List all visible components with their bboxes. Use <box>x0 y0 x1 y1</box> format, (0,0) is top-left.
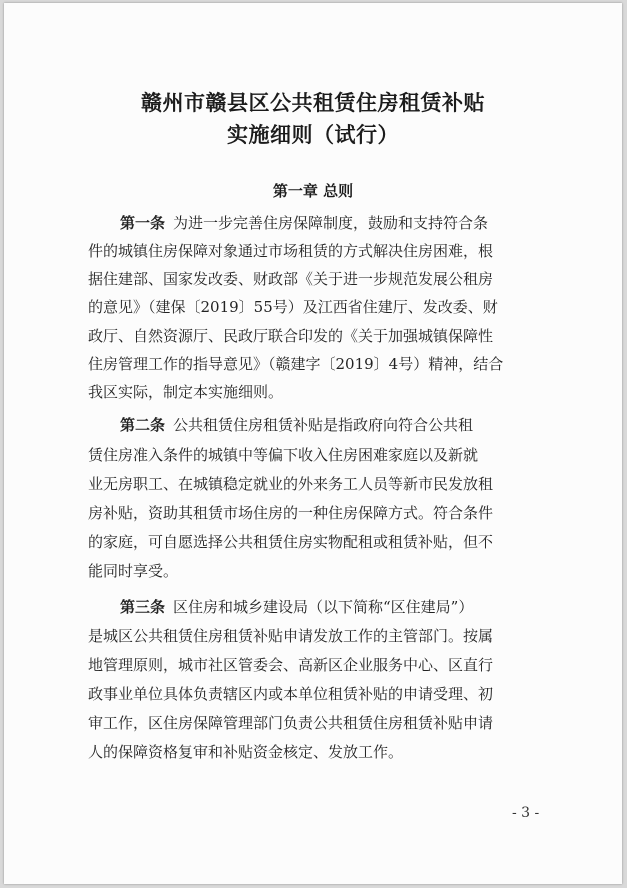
document-page <box>4 3 622 884</box>
article-1-line-5: 政厅、自然资源厅、民政厅联合印发的《关于加强城镇保障性 <box>88 327 494 345</box>
article-2-line-4: 房补贴，资助其租赁市场住房的一种住房保障方式。符合条件 <box>88 504 494 522</box>
article-3-line-3: 地管理原则，城市社区管委会、高新区企业服务中心、区直行 <box>88 656 494 674</box>
page-number: - 3 - <box>512 805 540 821</box>
document-title-line-2: 实施细则（试行） <box>227 123 399 147</box>
article-2-line-3: 业无房职工、在城镇稳定就业的外来务工人员等新市民发放租 <box>88 475 494 493</box>
article-3-line-4: 政事业单位具体负责辖区内或本单位租赁补贴的申请受理、初 <box>88 685 494 703</box>
article-1-label: 第一条 <box>120 214 166 232</box>
article-3-line-6: 人的保障资格复审和补贴资金核定、发放工作。 <box>88 743 404 761</box>
article-3-line-2: 是城区公共租赁住房租赁补贴申请发放工作的主管部门。按属 <box>88 627 494 645</box>
article-1-line-6: 住房管理工作的指导意见》（赣建字〔2019〕4号）精神，结合 <box>88 355 504 373</box>
article-1-line-2: 件的城镇住房保障对象通过市场租赁的方式解决住房困难，根 <box>88 242 494 260</box>
article-2-line-6: 能同时享受。 <box>88 562 179 580</box>
article-2-line-2: 赁住房准入条件的城镇中等偏下收入住房困难家庭以及新就 <box>88 446 479 464</box>
article-3-label: 第三条 <box>120 598 166 616</box>
article-1-line-3: 据住建部、国家发改委、财政部《关于进一步规范发展公租房 <box>88 270 494 288</box>
article-2-line-1: 第二条 公共租赁住房租赁补贴是指政府向符合公共租 <box>120 416 474 434</box>
chapter-heading: 第一章 总则 <box>272 182 354 200</box>
article-2-line-5: 的家庭，可自愿选择公共租赁住房实物配租或租赁补贴，但不 <box>88 533 494 551</box>
article-3-line-1: 第三条 区住房和城乡建设局（以下简称“区住建局”） <box>120 598 474 616</box>
document-title-line-1: 赣州市赣县区公共租赁住房租赁补贴 <box>141 91 485 115</box>
article-1-line-1: 第一条 为进一步完善住房保障制度，鼓励和支持符合条 <box>120 214 489 232</box>
article-1-line-4: 的意见》（建保〔2019〕55号）及江西省住建厅、发改委、财 <box>88 298 498 316</box>
article-2-label: 第二条 <box>120 416 166 434</box>
article-3-line-5: 审工作，区住房保障管理部门负责公共租赁住房租赁补贴申请 <box>88 714 494 732</box>
article-1-line-7: 我区实际，制定本实施细则。 <box>88 383 284 401</box>
